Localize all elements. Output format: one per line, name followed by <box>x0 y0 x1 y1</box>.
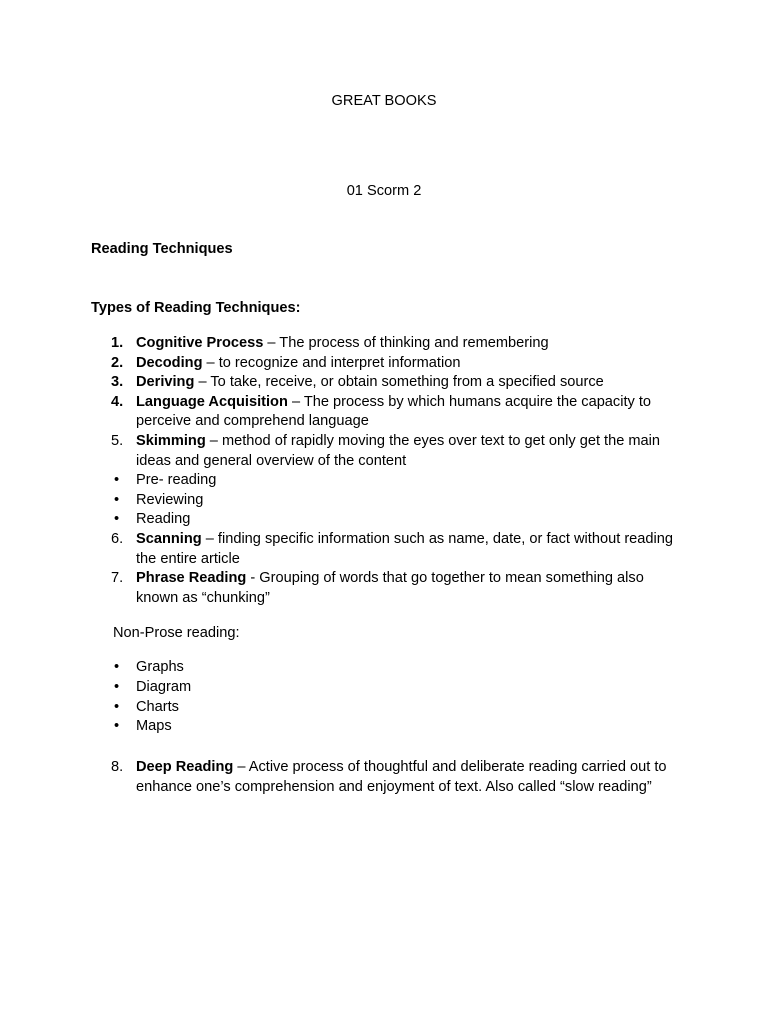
item-description: – To take, receive, or obtain something from a specified source <box>194 374 604 391</box>
list-item-cognitive-process <box>0 334 684 354</box>
item-term: Scanning <box>136 530 202 547</box>
item-description: – The process of thinking and remembering <box>263 335 549 351</box>
item-description: – finding specific information such as name, date, or fact without reading the entire article <box>136 530 673 567</box>
bullet-item-diagram <box>0 678 684 698</box>
bullet-marker: • <box>114 698 120 715</box>
bullet-marker: • <box>114 472 120 489</box>
list-item-language-acquisition <box>0 393 684 432</box>
bullet-text: Charts <box>136 698 179 715</box>
item-term: Language Acquisition <box>136 393 288 410</box>
bullet-marker: • <box>114 718 120 735</box>
list-marker: 5. <box>111 432 124 449</box>
item-term: Decoding <box>136 354 203 371</box>
item-term: Phrase Reading <box>136 570 247 587</box>
list-item-phrase-reading <box>0 569 684 608</box>
bullet-item-charts <box>0 698 684 718</box>
list-item-deriving <box>0 373 684 393</box>
bullet-text: Diagram <box>136 679 192 696</box>
item-description: – to recognize and interpret information <box>202 354 461 371</box>
list-marker: 7. <box>111 570 124 587</box>
techniques-list <box>0 334 768 608</box>
bullet-text: Graphs <box>136 659 184 675</box>
bullet-marker: • <box>114 511 120 528</box>
non-prose-label: Non-Prose reading: <box>113 625 240 641</box>
bullet-item-maps <box>0 717 684 737</box>
bullet-marker: • <box>114 659 120 675</box>
list-marker: 4. <box>111 393 124 410</box>
bullet-text: Reading <box>136 511 191 528</box>
bullet-marker: • <box>114 679 120 696</box>
item-description: - Grouping of words that go together to mean something also known as “chunking” <box>136 570 644 606</box>
list-marker: 2. <box>111 354 124 371</box>
document-title: GREAT BOOKS <box>331 93 437 109</box>
bullet-item-reviewing <box>0 491 684 511</box>
bullet-text: Maps <box>136 718 172 735</box>
bullet-text: Reviewing <box>136 491 204 508</box>
list-marker: 3. <box>111 374 124 391</box>
list-item-deep-reading <box>0 758 684 797</box>
item-term: Cognitive Process <box>136 335 264 351</box>
list-marker: 8. <box>111 759 124 775</box>
bullet-item-graphs <box>0 658 684 678</box>
bullet-item-reading <box>0 510 684 530</box>
item-term: Skimming <box>136 432 206 449</box>
list-item-scanning <box>0 530 684 569</box>
item-term: Deriving <box>136 374 195 391</box>
final-list <box>0 758 768 797</box>
list-item-decoding <box>0 354 684 374</box>
item-term: Deep Reading <box>136 759 234 775</box>
non-prose-list <box>0 658 768 737</box>
types-heading: Types of Reading Techniques: <box>91 300 301 316</box>
item-description: – Active process of thoughtful and deliberate reading carried out to enhance one’s comprehension and enjoyment of text. Also called “slow reading” <box>136 759 667 795</box>
bullet-item-pre-reading <box>0 471 684 491</box>
section-heading: Reading Techniques <box>91 241 233 257</box>
bullet-marker: • <box>114 491 120 508</box>
document-subtitle: 01 Scorm 2 <box>346 183 422 199</box>
item-description: – The process by which humans acquire the capacity to perceive and comprehend language <box>136 393 652 430</box>
list-marker: 6. <box>111 530 124 547</box>
list-marker: 1. <box>111 335 124 351</box>
item-description: – method of rapidly moving the eyes over text to get only get the main ideas and general overview of the content <box>136 432 661 469</box>
list-item-skimming <box>0 432 684 471</box>
bullet-text: Pre- reading <box>136 472 217 489</box>
